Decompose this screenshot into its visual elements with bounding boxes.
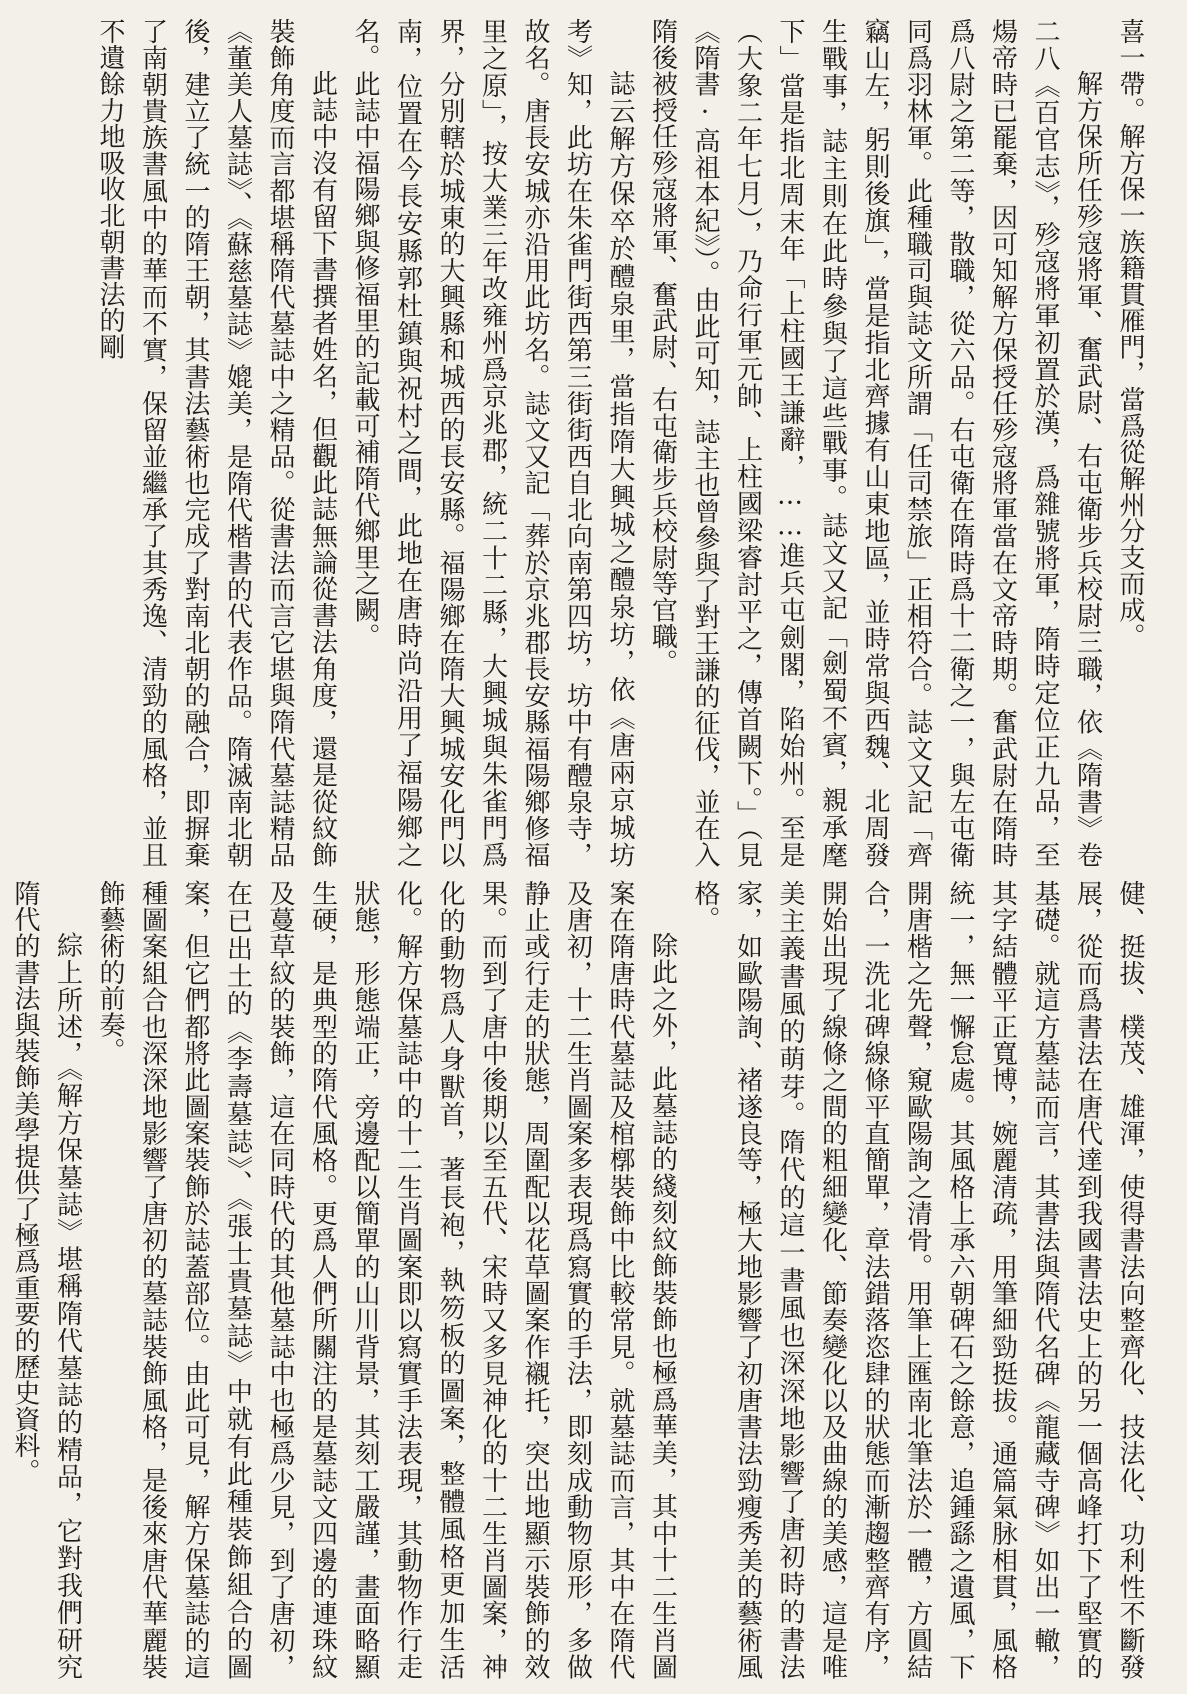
top-paragraph: 解方保所任殄寇將軍、奮武尉、右屯衛步兵校尉三職，依《隋書》卷二八《百官志》，殄寇將軍初置於漢，爲雜號將軍，隋時定位正九品，至煬帝時已罷棄，因可知解方保授任殄寇將軍當在文帝時期。奮武尉在隋時爲八尉之第二等，散職，從六品。右屯衛在隋時爲十二衛之一，與左屯衛同爲羽林軍。此種職司與誌文所謂「任司禁旅」正相符合。誌文又記「齊竊山左，躬則後旗」，當是指北齊據有山東地區，並時常與西魏、北周發生戰事，誌主則在此時參與了這些戰事。誌文又記「劍蜀不賓，親承麾下」當是指北周末年「上柱國王謙辭，……進兵屯劍閣，陷始州。至是（大象二年七月），乃命行軍元帥、上柱國梁睿討平之，傳首闕下。」（見《隋書·高祖本紀》）。由此可知，誌主也曾參與了對王謙的征伐，並在入隋後被授任殄寇將軍、奮武尉、右屯衛步兵校尉等官職。 bbox=[647, 18, 1103, 868]
top-paragraph: 喜一帶。解方保一族籍貫雁門，當爲從解州分支而成。 bbox=[1115, 18, 1145, 650]
bottom-text-block bbox=[10, 880, 1151, 1680]
bottom-paragraph: 健、挺拔、樸茂、雄渾，使得書法向整齊化、技法化、功利性不斷發展，從而爲書法在唐代達到我國書法史上的另一個高峰打下了堅實的基礎。就這方墓誌而言，其書法與隋代名碑《龍藏寺碑》如出一轍，其字結體平正寬博，婉麗清疏，用筆細勁挺拔。通篇氣脉相貫，風格統一，無一懈怠處。其風格上承六朝碑石之餘意，追鍾繇之遺風，下開唐楷之先聲，窺歐陽詢之清骨。用筆上匯南北筆法於一體，方圓結合，一洗北碑線條平直簡單，章法錯落恣肆的狀態而漸趨整齊有序，開始出現了線條之間的粗細變化、節奏變化以及曲線的美感，這是唯美主義書風的萌芽。隋代的這一書風也深深地影響了唐初時的書法家，如歐陽詢、褚遂良等，極大地影響了初唐書法勁瘦秀美的藝術風格。 bbox=[690, 880, 1145, 1680]
top-text-block bbox=[31, 18, 1151, 868]
bottom-paragraph: 綜上所述，《解方保墓誌》堪稱隋代墓誌的精品，它對我們研究隋代的書法與裝飾美學提供了極爲重要的歷史資料。 bbox=[10, 880, 83, 1680]
bottom-paragraph: 除此之外，此墓誌的綫刻紋飾裝飾也極爲華美，其中十二生肖圖案在隋唐時代墓誌及棺槨裝飾中比較常見。就墓誌而言，其中在隋代及唐初，十二生肖圖案多表現爲寫實的手法，即刻成動物原形，多做静止或行走的狀態，周圍配以花草圖案作襯托，突出地顯示裝飾的效果。而到了唐中後期以至五代、宋時又多見神化的十二生肖圖案，神化的動物爲人身獸首，著長袍，執笏板的圖案，整體風格更加生活化。解方保墓誌中的十二生肖圖案即以寫實手法表現，其動物作行走狀態，形態端正，旁邊配以簡單的山川背景，其刻工嚴謹，畫面略顯生硬，是典型的隋代風格。更爲人們所關注的是墓誌文四邊的連珠紋及蔓草紋的裝飾，這在同時代的其他墓誌中也極爲少見，到了唐初，在已出土的《李壽墓誌》、《張士貴墓誌》中就有此種裝飾組合的圖案，但它們都將此圖案裝飾於誌蓋部位。由此可見，解方保墓誌的這種圖案組合也深深地影響了唐初的墓誌裝飾風格，是後來唐代華麗裝飾藝術的前奏。 bbox=[95, 880, 678, 1680]
top-paragraph: 誌云解方保卒於醴泉里，當指隋大興城之醴泉坊，依《唐兩京城坊考》知，此坊在朱雀門街西第三街街西自北向南第四坊，坊中有醴泉寺，故名。唐長安城亦沿用此坊名。誌文又記「葬於京兆郡長安縣福陽鄉修福里之原」，按大業三年改雍州爲京兆郡，統二十二縣，大興城與朱雀門爲界，分別轄於城東的大興縣和城西的長安縣。福陽鄉在隋大興城安化門以南，位置在今長安縣郭杜鎮與祝村之間，此地在唐時尚沿用了福陽鄉之名。此誌中福陽鄉與修福里的記載可補隋代鄉里之闕。 bbox=[350, 18, 635, 868]
top-paragraph: 此誌中沒有留下書撰者姓名，但觀此誌無論從書法角度，還是從紋飾裝飾角度而言都堪稱隋代墓誌中之精品。從書法而言它堪與隋代墓誌精品《董美人墓誌》、《蘇慈墓誌》媲美，是隋代楷書的代表作品。隋滅南北朝後，建立了統一的隋王朝，其書法藝術也完成了對南北朝的融合，即摒棄了南朝貴族書風中的華而不實，保留並繼承了其秀逸、清勁的風格，並且不遺餘力地吸收北朝書法的剛 bbox=[95, 18, 338, 868]
